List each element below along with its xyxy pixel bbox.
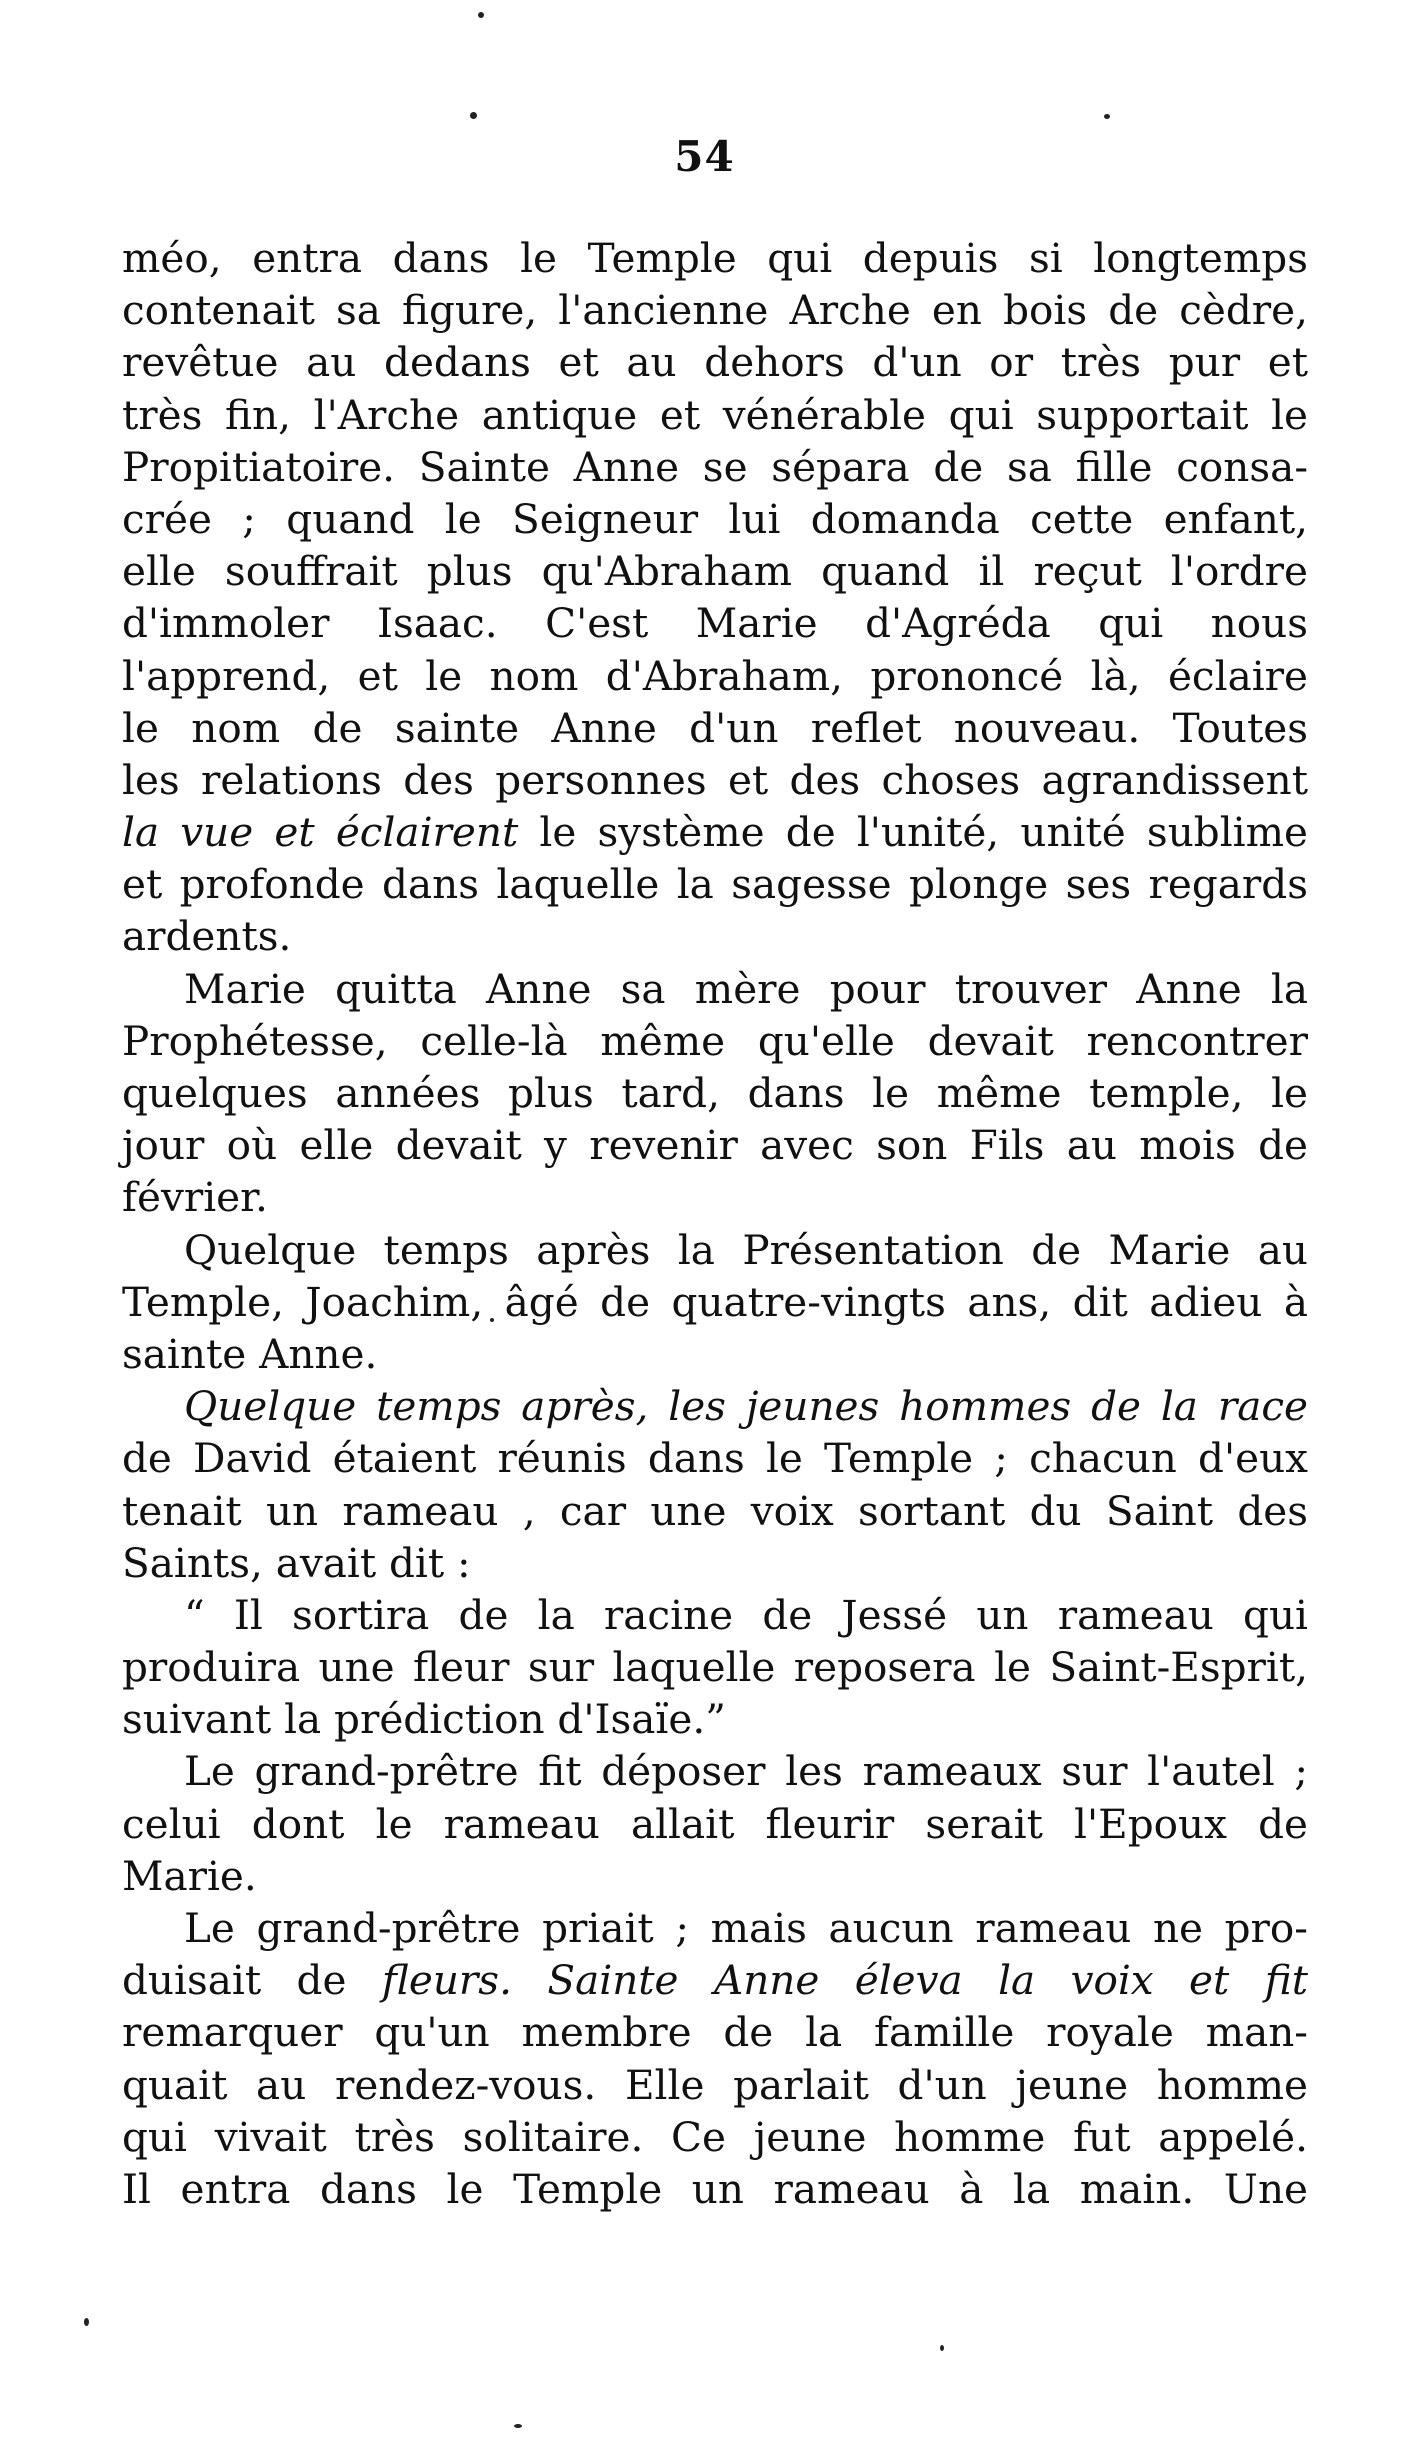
text-line: et profonde dans laquelle la sagesse plonge ses regards xyxy=(122,860,1308,909)
text-line: crée ; quand le Seigneur lui domanda cette enfant, xyxy=(122,494,1308,543)
text-line-indent-italic: Quelque temps après, les jeunes hommes de la race xyxy=(184,1382,1308,1431)
text-line: produira une fleur sur laquelle reposera le Saint-Esprit, xyxy=(122,1643,1308,1692)
text-line: quelques années plus tard, dans le même temple, le xyxy=(122,1069,1308,1117)
text-line: remarquer qu'un membre de la famille royale man- xyxy=(122,2008,1308,2057)
text-line-mixed xyxy=(122,806,1308,858)
text-line-mixed xyxy=(122,1954,1308,2006)
ink-speck xyxy=(514,2424,522,2428)
text-line: Il entra dans le Temple un rameau à la main. Une xyxy=(122,2164,1308,2213)
text-line: Temple, Joachim, âgé de quatre-vingts ans, dit adieu à xyxy=(122,1277,1308,1326)
roman-text: le système de l'unité, unité sublime xyxy=(518,808,1308,857)
text-line: les relations des personnes et des choses agrandissent xyxy=(122,755,1308,804)
text-line-indent: Quelque temps après la Présentation de Marie au xyxy=(184,1225,1308,1274)
text-line: ardents. xyxy=(122,912,292,961)
text-line: celui dont le rameau allait fleurir serait l'Epoux de xyxy=(122,1799,1308,1848)
ink-speck xyxy=(470,112,477,119)
ink-speck xyxy=(940,2345,944,2351)
text-line: jour où elle devait y revenir avec son Fils au mois de xyxy=(122,1121,1308,1170)
text-line: Prophétesse, celle-là même qu'elle devait rencontrer xyxy=(122,1016,1308,1065)
text-line: suivant la prédiction d'Isaïe.” xyxy=(122,1695,726,1744)
text-line: méo, entra dans le Temple qui depuis si longtemps xyxy=(122,234,1308,282)
body-text xyxy=(122,232,1308,2215)
text-line: l'apprend, et le nom d'Abraham, prononcé là, éclaire xyxy=(122,651,1308,700)
text-line: qui vivait très solitaire. Ce jeune homme fut appelé. xyxy=(122,2112,1308,2161)
text-line-indent: “ Il sortira de la racine de Jessé un rameau qui xyxy=(184,1590,1308,1639)
text-line: d'immoler Isaac. C'est Marie d'Agréda qui nous xyxy=(122,599,1308,648)
text-line-indent: Le grand-prêtre fit déposer les rameaux sur l'autel ; xyxy=(184,1747,1308,1796)
ink-speck xyxy=(84,2318,89,2326)
text-line: Propitiatoire. Sainte Anne se sépara de sa fille consa- xyxy=(122,442,1308,491)
page-number: 54 xyxy=(674,132,735,181)
text-line: contenait sa figure, l'ancienne Arche en bois de cèdre, xyxy=(122,286,1308,335)
text-line: Marie. xyxy=(122,1851,257,1900)
text-line: sainte Anne. xyxy=(122,1329,378,1378)
text-line: quait au rendez-vous. Elle parlait d'un jeune homme xyxy=(122,2060,1308,2109)
text-line: Saints, avait dit : xyxy=(122,1538,471,1587)
text-line: tenait un rameau , car une voix sortant du Saint des xyxy=(122,1486,1308,1535)
ink-speck xyxy=(478,12,484,18)
roman-text: duisait de xyxy=(122,1956,382,2005)
ink-speck xyxy=(1104,114,1110,119)
text-line-indent: Le grand-prêtre priait ; mais aucun rameau ne pro- xyxy=(184,1904,1308,1952)
text-line: très fin, l'Arche antique et vénérable qui supportait le xyxy=(122,390,1308,439)
text-line: revêtue au dedans et au dehors d'un or très pur et xyxy=(122,338,1308,387)
italic-text: la vue et éclairent xyxy=(122,808,519,857)
italic-text: fleurs. Sainte Anne éleva la voix et fit xyxy=(381,1956,1309,2005)
text-line: février. xyxy=(122,1173,268,1222)
text-line: le nom de sainte Anne d'un reflet nouveau. Toutes xyxy=(122,703,1308,752)
text-line-indent: Marie quitta Anne sa mère pour trouver Anne la xyxy=(184,964,1308,1013)
text-line: de David étaient réunis dans le Temple ; chacun d'eux xyxy=(122,1434,1308,1483)
text-line: elle souffrait plus qu'Abraham quand il reçut l'ordre xyxy=(122,547,1308,596)
